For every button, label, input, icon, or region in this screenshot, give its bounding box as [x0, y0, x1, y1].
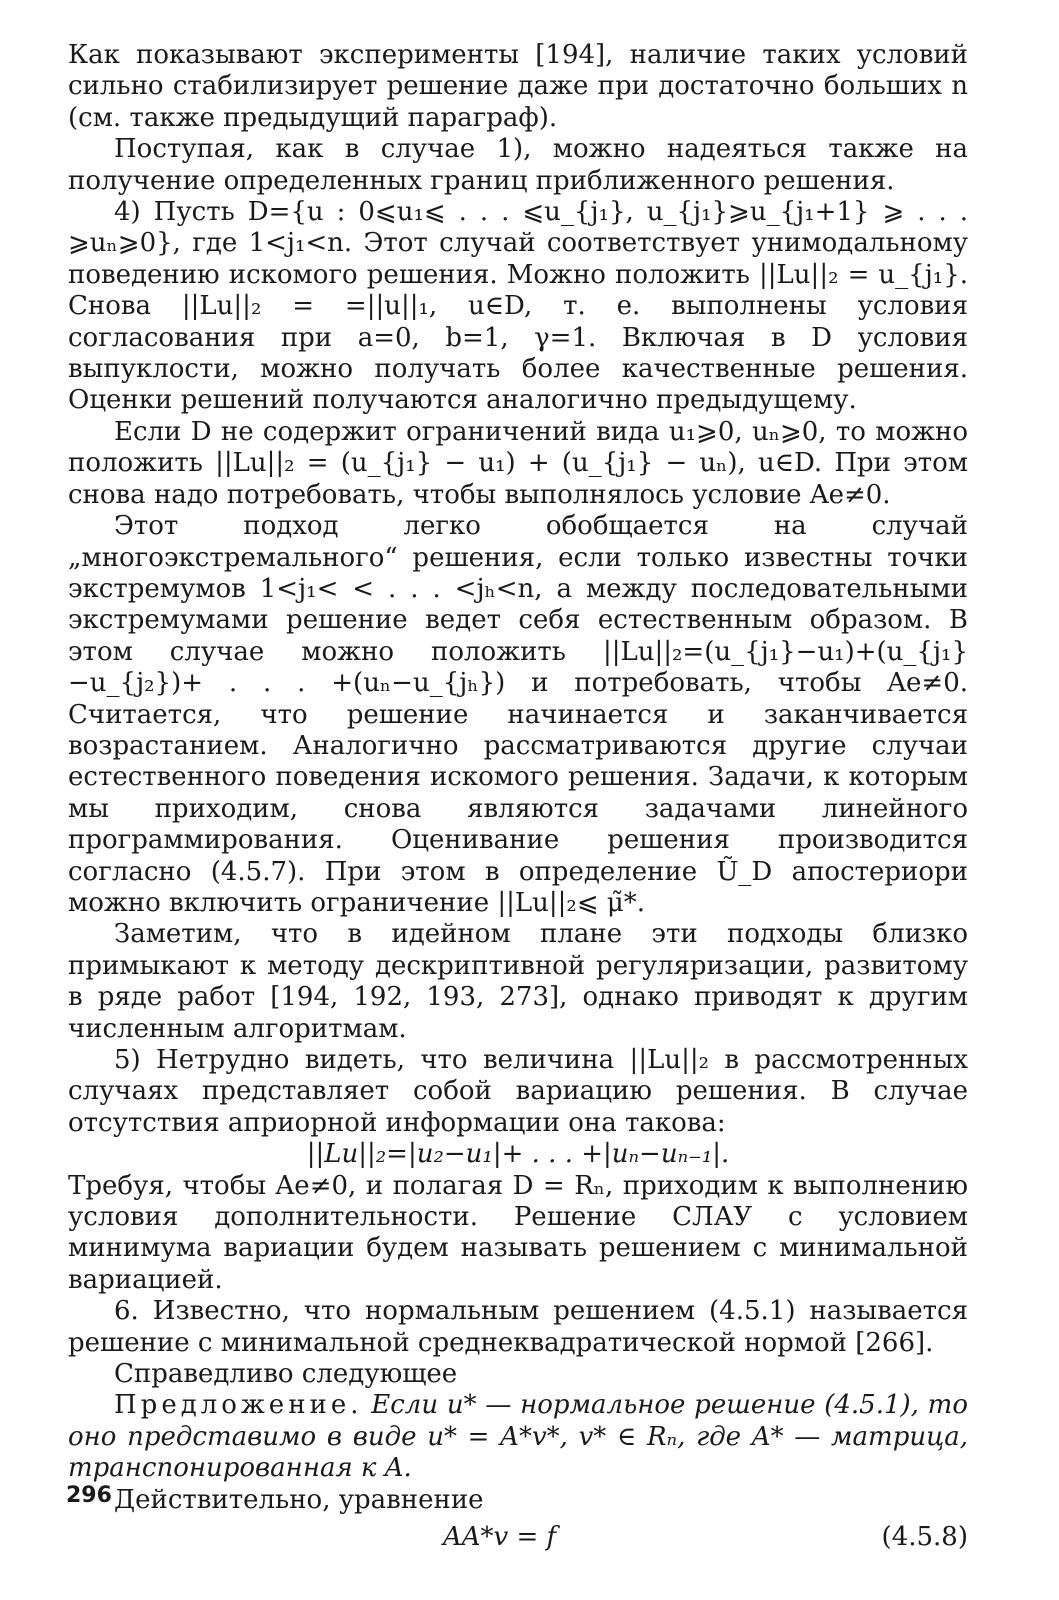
paragraph-2: Поступая, как в случае 1), можно надеяться также на получение определенных границ приближенного решения.: [68, 134, 968, 196]
proposition-label: Предложение.: [114, 1390, 363, 1421]
equation-row: [68, 1522, 968, 1562]
proposition: [68, 1390, 968, 1484]
paragraph-8: Требуя, чтобы Ae≠0, и полагая D = Rₙ, приходим к выполнению условия дополнительности. Решение СЛАУ с условием минимума вариации будем называть решением с минимальной вариацией.: [68, 1170, 968, 1295]
paragraph-6: Заметим, что в идейном плане эти подходы близко примыкают к методу дескриптивной регуляризации, развитому в ряде работ [194, 192, 193, 273], однако приводят к другим численным алгоритмам.: [68, 919, 968, 1044]
paragraph-7: 5) Нетрудно видеть, что величина ||Lu||₂ в рассмотренных случаях представляет собой вариацию решения. В случае отсутствия априорной информации она такова:: [68, 1045, 968, 1138]
paragraph-10: Справедливо следующее: [114, 1359, 458, 1390]
page-body: [68, 40, 968, 1562]
paragraph-4: Если D не содержит ограничений вида u₁⩾0, uₙ⩾0, то можно положить ||Lu||₂ = (u_{j₁} − u₁) + (u_{j₁} − uₙ), u∈D. При этом снова надо потребовать, чтобы выполнялось условие Ae≠0.: [68, 416, 968, 510]
equation: AA*v = f: [443, 1522, 557, 1553]
equation-number: (4.5.8): [881, 1522, 968, 1553]
paragraph-11: Действительно, уравнение: [114, 1484, 484, 1515]
formula-variation: ||Lu||₂=|u₂−u₁|+ . . . +|uₙ−uₙ₋₁|.: [306, 1139, 730, 1170]
paragraph-5: Этот подход легко обобщается на случай „многоэкстремального“ решения, если только известны точки экстремумов 1<j₁< < . . . <jₕ<n, а между последовательными экстремумами решение ведет себя естественным образом. В этом случае можно положить ||Lu||₂=(u_{j₁}−u₁)+(u_{j₁}−u_{j₂})+ . . . +(uₙ−u_{jₕ}) и потребовать, чтобы Ae≠0. Считается, что решение начинается и заканчивается возрастанием. Аналогично рассматриваются другие случаи естественного поведения искомого решения. Задачи, к которым мы приходим, снова являются задачами линейного программирования. Оценивание решения производится согласно (4.5.7). При этом в определение Ũ_D апостериори можно включить ограничение ||Lu||₂⩽ μ̃*.: [68, 511, 968, 918]
proposition-text: Если u* — нормальное решение (4.5.1), то оно представимо в виде u* = A*v*, v* ∈ Rₙ, где A* — матрица, транспонированная к A.: [68, 1390, 968, 1484]
paragraph-3: 4) Пусть D={u : 0⩽u₁⩽ . . . ⩽u_{j₁}, u_{j₁}⩾u_{j₁+1} ⩾ . . . ⩾uₙ⩾0}, где 1<j₁<n. Этот случай соответствует унимодальному поведению искомого решения. Можно положить ||Lu||₂ = u_{j₁}. Снова ||Lu||₂ = =||u||₁, u∈D, т. е. выполнены условия согласования при a=0, b=1, γ=1. Включая в D условия выпуклости, можно получать более качественные решения. Оценки решений получаются аналогично предыдущему.: [68, 197, 968, 416]
paragraph-9: 6. Известно, что нормальным решением (4.5.1) называется решение с минимальной среднеквадратической нормой [266].: [68, 1296, 968, 1358]
page-number: 296: [66, 1483, 112, 1508]
paragraph-1: Как показывают эксперименты [194], наличие таких условий сильно стабилизирует решение даже при достаточно больших n (см. также предыдущий параграф).: [68, 40, 968, 133]
